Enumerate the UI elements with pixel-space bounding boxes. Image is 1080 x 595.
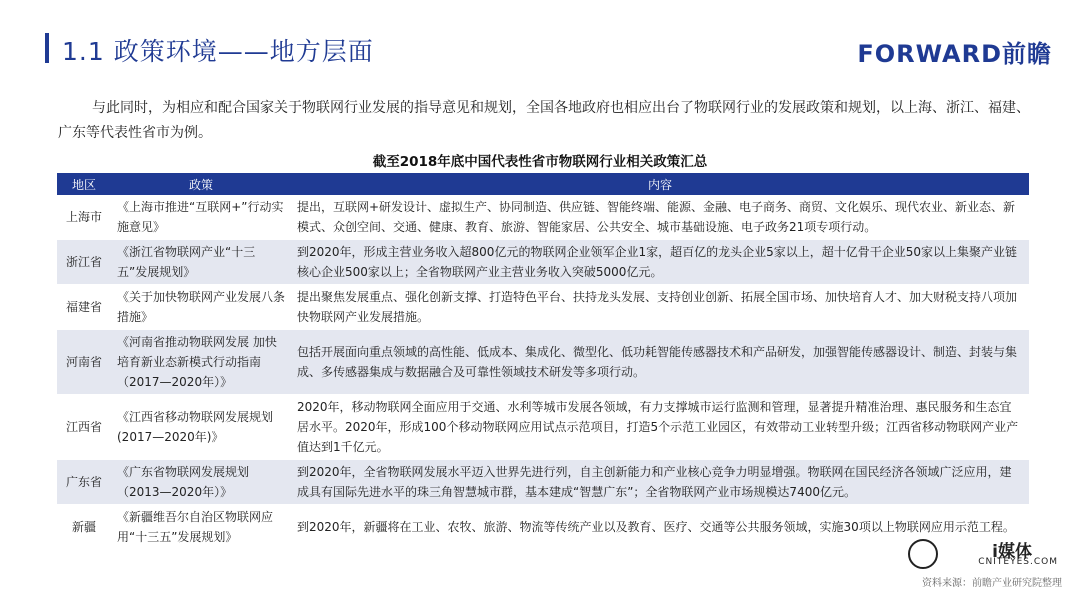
table-row bbox=[57, 395, 1029, 460]
cell-policy: 《上海市推进“互联网+”行动实施意见》 bbox=[111, 195, 291, 240]
cell-region: 浙江省 bbox=[57, 240, 111, 285]
imedia-watermark bbox=[908, 537, 1058, 573]
cell-policy: 《河南省推动物联网发展 加快培育新业态新模式行动指南（2017—2020年）》 bbox=[111, 330, 291, 395]
table-row bbox=[57, 460, 1029, 505]
cell-region: 河南省 bbox=[57, 330, 111, 395]
table-row bbox=[57, 240, 1029, 285]
cell-policy: 《广东省物联网发展规划（2013—2020年）》 bbox=[111, 460, 291, 505]
watermark-domain: CNITEYES.COM bbox=[978, 557, 1058, 567]
cell-policy: 《浙江省物联网产业“十三五”发展规划》 bbox=[111, 240, 291, 285]
table-row bbox=[57, 505, 1029, 550]
header-content: 内容 bbox=[291, 173, 1029, 195]
source-note: 资料来源：前瞻产业研究院整理 bbox=[922, 578, 1062, 589]
cell-content: 提出，互联网+研发设计、虚拟生产、协同制造、供应链、智能终端、能源、金融、电子商务、商贸、文化娱乐、现代农业、新业态、新模式、众创空间、交通、健康、教育、旅游、智能家居、公共安全、城市基础设施、电子政务21项专项行动。 bbox=[291, 195, 1029, 240]
page-title: 1.1 政策环境——地方层面 bbox=[62, 37, 374, 66]
cell-region: 新疆 bbox=[57, 505, 111, 550]
watermark-logo: i媒体 bbox=[992, 542, 1032, 562]
table-row bbox=[57, 285, 1029, 330]
table-title: 截至2018年底中国代表性省市物联网行业相关政策汇总 bbox=[372, 154, 708, 170]
cell-content: 到2020年，全省物联网发展水平迈入世界先进行列，自主创新能力和产业核心竞争力明显增强。物联网在国民经济各领域广泛应用，建成具有国际先进水平的珠三角智慧城市群，基本建成“智慧广东”；全省物联网产业市场规模达7400亿元。 bbox=[291, 460, 1029, 505]
cell-region: 福建省 bbox=[57, 285, 111, 330]
cell-content: 到2020年，新疆将在工业、农牧、旅游、物流等传统产业以及教育、医疗、交通等公共服务领域，实施30项以上物联网应用示范工程。 bbox=[291, 505, 1029, 550]
cell-content: 2020年，移动物联网全面应用于交通、水利等城市发展各领域，有力支撑城市运行监测和管理，显著提升精准治理、惠民服务和生态宜居水平。2020年，形成100个移动物联网应用试点示范项目，打造5个示范工业园区，有效带动工业转型升级；江西省移动物联网产业产值达到1千亿元。 bbox=[291, 395, 1029, 460]
table-row bbox=[57, 330, 1029, 395]
header-policy: 政策 bbox=[111, 173, 291, 195]
intro-paragraph: 与此同时，为相应和配合国家关于物联网行业发展的指导意见和规划，全国各地政府也相应出台了物联网行业的发展政策和规划，以上海、浙江、福建、广东等代表性省市为例。 bbox=[58, 100, 1030, 141]
cell-region: 江西省 bbox=[57, 395, 111, 460]
cell-content: 包括开展面向重点领域的高性能、低成本、集成化、微型化、低功耗智能传感器技术和产品研发，加强智能传感器设计、制造、封装与集成、多传感器集成与数据融合及可靠性领域技术研发等多项行动。 bbox=[291, 330, 1029, 395]
forward-logo: FORWARD前瞻 bbox=[857, 40, 1052, 68]
table-header-row bbox=[57, 173, 1029, 195]
table-row bbox=[57, 195, 1029, 240]
cell-policy: 《关于加快物联网产业发展八条措施》 bbox=[111, 285, 291, 330]
watermark-circle-icon bbox=[908, 539, 938, 569]
cell-region: 广东省 bbox=[57, 460, 111, 505]
cell-region: 上海市 bbox=[57, 195, 111, 240]
policy-table bbox=[57, 173, 1029, 550]
cell-policy: 《新疆维吾尔自治区物联网应用“十三五”发展规划》 bbox=[111, 505, 291, 550]
header-region: 地区 bbox=[57, 173, 111, 195]
cell-policy: 《江西省移动物联网发展规划(2017—2020年)》 bbox=[111, 395, 291, 460]
title-accent-bar bbox=[45, 33, 49, 63]
cell-content: 提出聚焦发展重点、强化创新支撑、打造特色平台、扶持龙头发展、支持创业创新、拓展全国市场、加快培育人才、加大财税支持八项加快物联网产业发展措施。 bbox=[291, 285, 1029, 330]
cell-content: 到2020年，形成主营业务收入超800亿元的物联网企业领军企业1家，超百亿的龙头企业5家以上，超十亿骨干企业50家以上集聚产业链核心企业500家以上；全省物联网产业主营业务收入突破5000亿元。 bbox=[291, 240, 1029, 285]
